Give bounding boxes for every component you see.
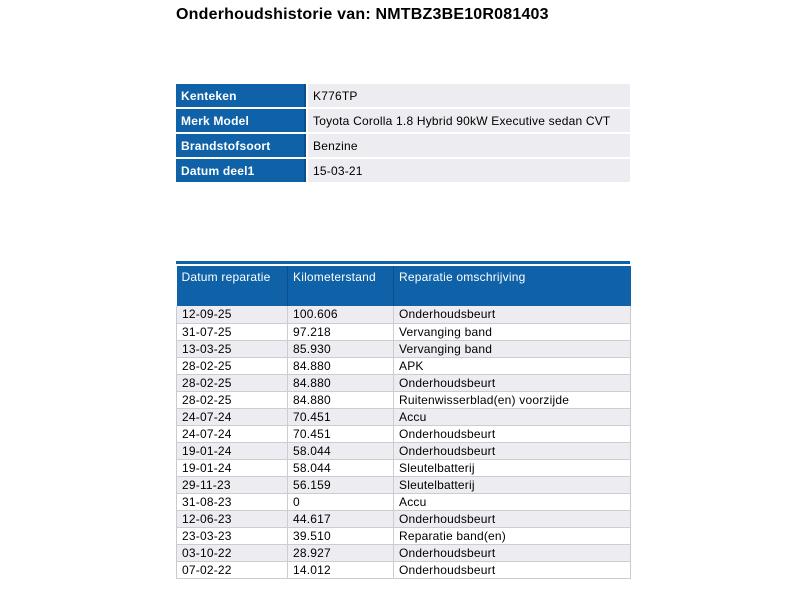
odometer-cell: 70.451 [288,425,394,442]
odometer-cell: 58.044 [288,459,394,476]
repair-description-cell: Sleutelbatterij [394,459,631,476]
table-row [177,476,631,493]
info-label-datum-deel1: Datum deel1 [176,159,306,182]
info-value-datum-deel1: 15-03-21 [308,159,630,182]
table-row [177,493,631,510]
repair-date-cell: 31-07-25 [177,323,288,340]
repair-description-cell: Onderhoudsbeurt [394,306,631,323]
column-header-km: Kilometerstand [288,266,394,306]
table-row [177,391,631,408]
info-label-kenteken: Kenteken [176,84,306,107]
table-row [177,408,631,425]
repair-description-cell: Accu [394,493,631,510]
repair-description-cell: Vervanging band [394,323,631,340]
repair-description-cell: APK [394,357,631,374]
page-title: Onderhoudshistorie van: NMTBZ3BE10R081403 [176,6,549,23]
vehicle-info-row [176,134,630,157]
table-row [177,323,631,340]
odometer-cell: 58.044 [288,442,394,459]
repair-date-cell: 23-03-23 [177,527,288,544]
repair-description-cell: Onderhoudsbeurt [394,442,631,459]
odometer-cell: 56.159 [288,476,394,493]
repair-date-cell: 19-01-24 [177,442,288,459]
table-row [177,306,631,323]
vehicle-info-table [174,82,632,184]
repair-description-cell: Ruitenwisserblad(en) voorzijde [394,391,631,408]
repair-date-cell: 07-02-22 [177,561,288,578]
repair-date-cell: 12-09-25 [177,306,288,323]
odometer-cell: 84.880 [288,357,394,374]
table-row [177,544,631,561]
odometer-cell: 97.218 [288,323,394,340]
odometer-cell: 0 [288,493,394,510]
repair-description-cell: Sleutelbatterij [394,476,631,493]
repair-description-cell: Onderhoudsbeurt [394,510,631,527]
repair-date-cell: 24-07-24 [177,408,288,425]
table-row [177,442,631,459]
column-header-date: Datum reparatie [177,266,288,306]
odometer-cell: 100.606 [288,306,394,323]
odometer-cell: 28.927 [288,544,394,561]
repair-date-cell: 31-08-23 [177,493,288,510]
repair-description-cell: Vervanging band [394,340,631,357]
odometer-cell: 85.930 [288,340,394,357]
repair-date-cell: 03-10-22 [177,544,288,561]
info-value-brandstofsoort: Benzine [308,134,630,157]
repair-date-cell: 28-02-25 [177,374,288,391]
table-row [177,340,631,357]
vehicle-info-row [176,159,630,182]
table-row [177,374,631,391]
repair-description-cell: Onderhoudsbeurt [394,544,631,561]
header-row [177,266,631,306]
vehicle-info-row [176,84,630,107]
repair-date-cell: 24-07-24 [177,425,288,442]
odometer-cell: 84.880 [288,374,394,391]
vehicle-info-row [176,109,630,132]
repair-date-cell: 13-03-25 [177,340,288,357]
info-value-merk-model: Toyota Corolla 1.8 Hybrid 90kW Executive sedan CVT [308,109,630,132]
info-value-kenteken: K776TP [308,84,630,107]
repair-description-cell: Onderhoudsbeurt [394,374,631,391]
repair-date-cell: 19-01-24 [177,459,288,476]
odometer-cell: 14.012 [288,561,394,578]
table-row [177,357,631,374]
info-label-brandstofsoort: Brandstofsoort [176,134,306,157]
maintenance-history-section [176,261,630,579]
odometer-cell: 70.451 [288,408,394,425]
table-row [177,527,631,544]
odometer-cell: 84.880 [288,391,394,408]
table-row [177,561,631,578]
repair-date-cell: 28-02-25 [177,357,288,374]
table-row [177,510,631,527]
table-row [177,459,631,476]
info-label-merk-model: Merk Model [176,109,306,132]
repair-description-cell: Onderhoudsbeurt [394,425,631,442]
table-row [177,425,631,442]
odometer-cell: 44.617 [288,510,394,527]
repair-date-cell: 12-06-23 [177,510,288,527]
repair-description-cell: Onderhoudsbeurt [394,561,631,578]
maintenance-history-table [176,266,631,579]
repair-description-cell: Reparatie band(en) [394,527,631,544]
table-top-bar [176,261,630,264]
repair-date-cell: 29-11-23 [177,476,288,493]
odometer-cell: 39.510 [288,527,394,544]
repair-date-cell: 28-02-25 [177,391,288,408]
repair-description-cell: Accu [394,408,631,425]
column-header-description: Reparatie omschrijving [394,266,631,306]
